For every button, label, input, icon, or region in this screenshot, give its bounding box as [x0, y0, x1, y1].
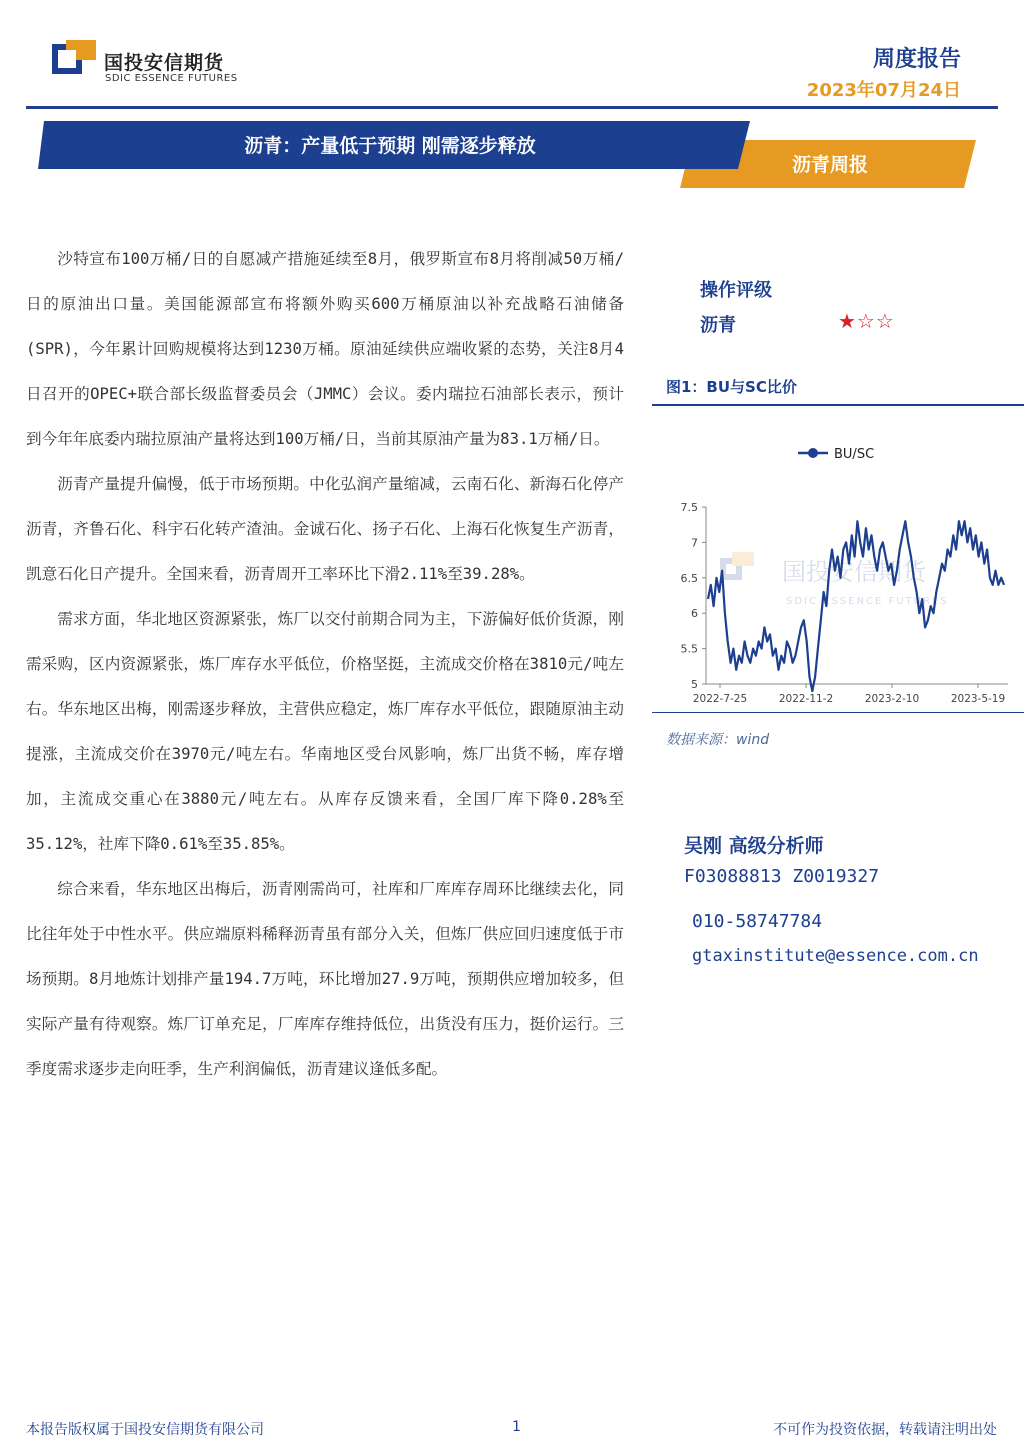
figure-title: 图1：BU与SC比价: [666, 378, 797, 396]
analyst-name: 吴刚 高级分析师: [684, 835, 824, 857]
watermark-en: SDIC ESSENCE FUTURES: [786, 596, 949, 607]
analyst-email[interactable]: gtaxinstitute@essence.com.cn: [692, 946, 979, 966]
paragraph-crude-oil: 沙特宣布100万桶/日的自愿减产措施延续至8月，俄罗斯宣布8月将削减50万桶/日的原油出口量。美国能源部宣布将额外购买600万桶原油以补充战略石油储备(SPR)，今年累计回购规模将达到1230万桶。原油延续供应端收紧的态势，关注8月4日召开的OPEC+联合部长级监督委员会（JMMC）会议。委内瑞拉石油部长表示，预计到今年年底委内瑞拉原油产量将达到100万桶/日，当前其原油产量为83.1万桶/日。: [26, 250, 624, 448]
paragraph-demand: 需求方面，华北地区资源紧张，炼厂以交付前期合同为主，下游偏好低价货源，刚需采购，区内资源紧张，炼厂库存水平低位，价格坚挺，主流成交价格在3810元/吨左右。华东地区出梅，刚需逐步释放，主营供应稳定，炼厂库存水平低位，跟随原油主动提涨，主流成交价在3970元/吨左右。华南地区受台风影响，炼厂出货不畅，库存增加，主流成交重心在3880元/吨左右。从库存反馈来看，全国厂库下降0.28%至35.12%，社库下降0.61%至35.85%。: [26, 610, 624, 853]
y-tick-label: 6: [691, 607, 698, 621]
data-source: 数据来源：wind: [666, 732, 770, 748]
rating-item-label: 沥青: [700, 315, 736, 336]
footer-disclaimer: 不可作为投资依据，转载请注明出处: [773, 1422, 997, 1438]
paragraph-supply: 沥青产量提升偏慢，低于市场预期。中化弘润产量缩减，云南石化、新海石化停产沥青，齐鲁石化、科宇石化转产渣油。金诚石化、扬子石化、上海石化恢复生产沥青，凯意石化日产提升。全国来看，沥青周开工率环比下滑2.11%至39.28%。: [26, 475, 624, 583]
rating-stars: ★☆☆: [838, 309, 895, 333]
report-title: 沥青：产量低于预期 刚需逐步释放: [244, 135, 536, 157]
y-tick-label: 7: [691, 536, 698, 550]
rating-heading: 操作评级: [700, 280, 772, 301]
footer-copyright: 本报告版权属于国投安信期货有限公司: [26, 1422, 264, 1438]
page-number: 1: [512, 1419, 521, 1435]
company-name-cn: 国投安信期货: [104, 52, 225, 74]
header-divider: [26, 106, 998, 109]
y-tick-label: 6.5: [680, 571, 698, 585]
analyst-phone: 010-58747784: [692, 911, 823, 932]
x-tick-label: 2022-7-25: [692, 693, 748, 705]
legend-label-bu-sc: BU/SC: [834, 447, 875, 462]
company-logo-mark: [52, 40, 96, 84]
analyst-certificates: F03088813 Z0019327: [684, 866, 880, 887]
figure-bottom-rule: [652, 712, 1024, 713]
x-tick-label: 2023-2-10: [864, 693, 920, 705]
chart-legend: [798, 447, 874, 462]
category-label: 沥青周报: [791, 154, 868, 176]
x-tick-label: 2023-5-19: [950, 693, 1006, 705]
bu-sc-ratio-chart: [652, 420, 1024, 710]
y-tick-label: 5: [691, 678, 698, 691]
y-tick-label: 5.5: [680, 642, 698, 656]
report-date: 2023年07月24日: [806, 80, 961, 101]
company-name-en: SDIC ESSENCE FUTURES: [105, 73, 238, 84]
figure-top-rule: [652, 404, 1024, 406]
report-type: 周度报告: [872, 47, 961, 72]
x-tick-label: 2022-11-2: [778, 693, 834, 705]
y-tick-label: 7.5: [680, 501, 698, 514]
watermark-cn: 国投安信期货: [782, 558, 926, 586]
paragraph-summary: 综合来看，华东地区出梅后，沥青刚需尚可，社库和厂库库存周环比继续去化，同比往年处于中性水平。供应端原料稀释沥青虽有部分入关，但炼厂供应回归速度低于市场预期。8月地炼计划排产量194.7万吨，环比增加27.9万吨，预期供应增加较多，但实际产量有待观察。炼厂订单充足，厂库库存维持低位，出货没有压力，挺价运行。三季度需求逐步走向旺季，生产利润偏低，沥青建议逢低多配。: [26, 880, 624, 1078]
report-body: [26, 237, 624, 1092]
